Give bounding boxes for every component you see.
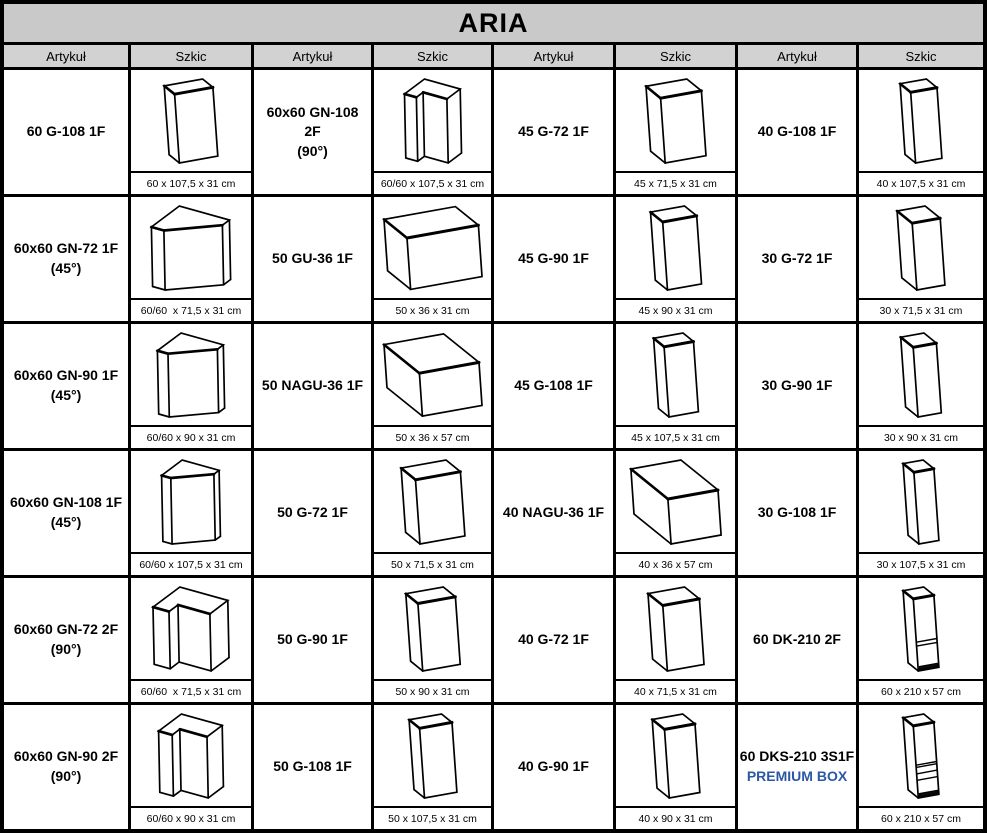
article-cell bbox=[254, 70, 371, 194]
article-code: 45 G-108 1F bbox=[514, 377, 593, 394]
column-header-szkic: Szkic bbox=[374, 45, 491, 67]
cabinet-sketch-drawing bbox=[623, 202, 729, 294]
article-cell bbox=[494, 451, 613, 575]
article-note: (90°) bbox=[50, 641, 82, 657]
article-code: 60x60 GN-90 2F bbox=[13, 748, 119, 765]
sketch-tall-drawers-icon bbox=[859, 705, 983, 806]
sketch-dimensions: 45 x 90 x 31 cm bbox=[616, 298, 735, 321]
column-header-szkic: Szkic bbox=[616, 45, 735, 67]
cabinet-sketch-drawing bbox=[868, 456, 974, 548]
article-cell bbox=[254, 324, 371, 448]
sketch-dimensions: 60/60 x 90 x 31 cm bbox=[131, 806, 251, 829]
article-code: 60 DK-210 2F bbox=[753, 631, 841, 648]
sketch-cell bbox=[131, 70, 251, 194]
article-code: 50 G-90 1F bbox=[277, 631, 348, 648]
sketch-cell bbox=[374, 451, 491, 575]
column-header-artykul: Artykuł bbox=[254, 45, 371, 67]
article-code: 50 G-108 1F bbox=[273, 758, 352, 775]
article-code: 60x60 GN-72 2F bbox=[13, 621, 119, 638]
cabinet-sketch-drawing bbox=[868, 75, 974, 167]
cabinet-sketch-drawing bbox=[380, 456, 486, 548]
sketch-cell bbox=[131, 324, 251, 448]
sketch-dimensions: 50 x 90 x 31 cm bbox=[374, 679, 491, 702]
sketch-corner-45-icon bbox=[131, 324, 251, 425]
sketch-dimensions: 60 x 210 x 57 cm bbox=[859, 679, 983, 702]
article-cell bbox=[254, 705, 371, 829]
article-code: 60 G-108 1F bbox=[26, 123, 106, 140]
article-cell bbox=[738, 451, 856, 575]
sketch-corner-90-icon bbox=[131, 705, 251, 806]
column-header-szkic: Szkic bbox=[859, 45, 983, 67]
article-code: 45 G-90 1F bbox=[518, 250, 589, 267]
article-cell bbox=[738, 197, 856, 321]
article-code: 30 G-108 1F bbox=[757, 504, 837, 521]
cabinet-sketch-drawing bbox=[868, 710, 974, 802]
sketch-dimensions: 50 x 36 x 31 cm bbox=[374, 298, 491, 321]
article-code: 60x60 GN-108 bbox=[266, 103, 359, 120]
sketch-cell bbox=[859, 324, 983, 448]
cabinet-sketch-drawing bbox=[380, 329, 486, 421]
sketch-cell bbox=[859, 578, 983, 702]
sketch-box-icon bbox=[616, 197, 735, 298]
article-cell bbox=[494, 705, 613, 829]
sketch-dimensions: 30 x 71,5 x 31 cm bbox=[859, 298, 983, 321]
sketch-dimensions: 50 x 71,5 x 31 cm bbox=[374, 552, 491, 575]
sketch-cell bbox=[616, 70, 735, 194]
cabinet-sketch-drawing bbox=[138, 583, 244, 675]
cabinet-sketch-drawing bbox=[868, 583, 974, 675]
sketch-corner-90-icon bbox=[374, 70, 491, 171]
premium-badge: PREMIUM BOX bbox=[746, 768, 848, 784]
cabinet-sketch-drawing bbox=[623, 583, 729, 675]
sketch-dimensions: 30 x 90 x 31 cm bbox=[859, 425, 983, 448]
cabinet-sketch-drawing bbox=[380, 202, 486, 294]
sketch-cell bbox=[131, 451, 251, 575]
sketch-corner-90-icon bbox=[131, 578, 251, 679]
article-cell bbox=[494, 578, 613, 702]
sketch-box-icon bbox=[859, 451, 983, 552]
cabinet-sketch-drawing bbox=[623, 329, 729, 421]
sketch-corner-45-icon bbox=[131, 197, 251, 298]
cabinet-sketch-drawing bbox=[138, 329, 244, 421]
article-cell bbox=[254, 451, 371, 575]
article-note: (90°) bbox=[50, 768, 82, 784]
sketch-dimensions: 60/60 x 71,5 x 31 cm bbox=[131, 298, 251, 321]
sketch-cell bbox=[374, 324, 491, 448]
sketch-dimensions: 50 x 107,5 x 31 cm bbox=[374, 806, 491, 829]
sketch-box-icon bbox=[616, 705, 735, 806]
sketch-cell bbox=[374, 578, 491, 702]
sketch-cell bbox=[616, 705, 735, 829]
cabinet-sketch-drawing bbox=[868, 329, 974, 421]
sketch-cell bbox=[616, 578, 735, 702]
sketch-dimensions: 60/60 x 107,5 x 31 cm bbox=[131, 552, 251, 575]
sketch-dimensions: 30 x 107,5 x 31 cm bbox=[859, 552, 983, 575]
article-code: 60x60 GN-72 1F bbox=[13, 240, 119, 257]
article-code: 30 G-90 1F bbox=[761, 377, 833, 394]
sketch-cell bbox=[374, 70, 491, 194]
article-cell bbox=[494, 324, 613, 448]
sketch-cell bbox=[374, 197, 491, 321]
sketch-cell bbox=[131, 578, 251, 702]
article-cell bbox=[4, 451, 128, 575]
column-header-artykul: Artykuł bbox=[4, 45, 128, 67]
column-header-artykul: Artykuł bbox=[494, 45, 613, 67]
sketch-box-icon bbox=[616, 578, 735, 679]
column-header-artykul: Artykuł bbox=[738, 45, 856, 67]
sketch-corner-45-icon bbox=[131, 451, 251, 552]
cabinet-sketch-drawing bbox=[380, 710, 486, 802]
sketch-tall-2f-icon bbox=[859, 578, 983, 679]
article-cell bbox=[738, 70, 856, 194]
article-cell bbox=[738, 578, 856, 702]
sketch-box-icon bbox=[616, 451, 735, 552]
sketch-cell bbox=[616, 324, 735, 448]
article-code: 45 G-72 1F bbox=[518, 123, 589, 140]
sketch-dimensions: 40 x 36 x 57 cm bbox=[616, 552, 735, 575]
article-code: 40 NAGU-36 1F bbox=[502, 504, 605, 521]
article-code: 50 G-72 1F bbox=[277, 504, 348, 521]
article-cell bbox=[738, 705, 856, 829]
article-code: 40 G-90 1F bbox=[518, 758, 589, 775]
sketch-dimensions: 40 x 90 x 31 cm bbox=[616, 806, 735, 829]
cabinet-sketch-drawing bbox=[623, 75, 729, 167]
article-note: (90°) bbox=[297, 142, 328, 159]
article-note: (45°) bbox=[50, 514, 82, 530]
sketch-box-icon bbox=[374, 451, 491, 552]
article-note: (45°) bbox=[50, 387, 82, 403]
cabinet-sketch-drawing bbox=[623, 710, 729, 802]
sketch-box-icon bbox=[374, 578, 491, 679]
article-code: 60 DKS-210 3S1F bbox=[739, 748, 855, 765]
article-code: 60x60 GN-108 1F bbox=[9, 494, 123, 511]
article-cell bbox=[4, 578, 128, 702]
article-code: 50 GU-36 1F bbox=[272, 250, 353, 267]
sketch-box-icon bbox=[859, 70, 983, 171]
article-cell bbox=[4, 324, 128, 448]
sketch-dimensions: 60/60 x 90 x 31 cm bbox=[131, 425, 251, 448]
sketch-cell bbox=[374, 705, 491, 829]
cabinet-sketch-drawing bbox=[623, 456, 729, 548]
sketch-box-icon bbox=[859, 324, 983, 425]
cabinet-sketch-drawing bbox=[138, 456, 244, 548]
sketch-dimensions: 40 x 107,5 x 31 cm bbox=[859, 171, 983, 194]
article-cell bbox=[4, 197, 128, 321]
article-cell bbox=[494, 70, 613, 194]
sketch-box-icon bbox=[374, 197, 491, 298]
article-cell bbox=[254, 578, 371, 702]
article-cell bbox=[738, 324, 856, 448]
article-cell bbox=[4, 70, 128, 194]
article-code-line2: 2F bbox=[304, 123, 321, 140]
sketch-box-icon bbox=[374, 324, 491, 425]
sketch-dimensions: 60/60 x 71,5 x 31 cm bbox=[131, 679, 251, 702]
article-code: 50 NAGU-36 1F bbox=[261, 377, 364, 394]
article-cell bbox=[4, 705, 128, 829]
sketch-dimensions: 60 x 210 x 57 cm bbox=[859, 806, 983, 829]
cabinet-sketch-drawing bbox=[380, 75, 486, 167]
cabinet-sketch-drawing bbox=[138, 710, 244, 802]
sketch-cell bbox=[131, 705, 251, 829]
cabinet-sketch-drawing bbox=[868, 202, 974, 294]
article-cell bbox=[254, 197, 371, 321]
column-header-szkic: Szkic bbox=[131, 45, 251, 67]
cabinet-sketch-drawing bbox=[138, 202, 244, 294]
sketch-box-icon bbox=[131, 70, 251, 171]
article-cell bbox=[494, 197, 613, 321]
sketch-cell bbox=[859, 70, 983, 194]
sketch-dimensions: 45 x 107,5 x 31 cm bbox=[616, 425, 735, 448]
sketch-dimensions: 45 x 71,5 x 31 cm bbox=[616, 171, 735, 194]
sketch-box-icon bbox=[859, 197, 983, 298]
sketch-box-icon bbox=[374, 705, 491, 806]
sketch-cell bbox=[859, 451, 983, 575]
sketch-dimensions: 40 x 71,5 x 31 cm bbox=[616, 679, 735, 702]
sketch-cell bbox=[616, 197, 735, 321]
sketch-box-icon bbox=[616, 324, 735, 425]
sketch-dimensions: 60 x 107,5 x 31 cm bbox=[131, 171, 251, 194]
article-code: 30 G-72 1F bbox=[761, 250, 833, 267]
sketch-dimensions: 60/60 x 107,5 x 31 cm bbox=[374, 171, 491, 194]
sketch-box-icon bbox=[616, 70, 735, 171]
article-code: 40 G-72 1F bbox=[518, 631, 589, 648]
sketch-cell bbox=[859, 705, 983, 829]
sketch-cell bbox=[616, 451, 735, 575]
cabinet-sketch-drawing bbox=[138, 75, 244, 167]
cabinet-sketch-drawing bbox=[380, 583, 486, 675]
article-code: 40 G-108 1F bbox=[757, 123, 837, 140]
sketch-dimensions: 50 x 36 x 57 cm bbox=[374, 425, 491, 448]
sketch-cell bbox=[859, 197, 983, 321]
page-title: ARIA bbox=[4, 4, 983, 42]
article-code: 60x60 GN-90 1F bbox=[13, 367, 119, 384]
article-note: (45°) bbox=[50, 260, 82, 276]
sketch-cell bbox=[131, 197, 251, 321]
